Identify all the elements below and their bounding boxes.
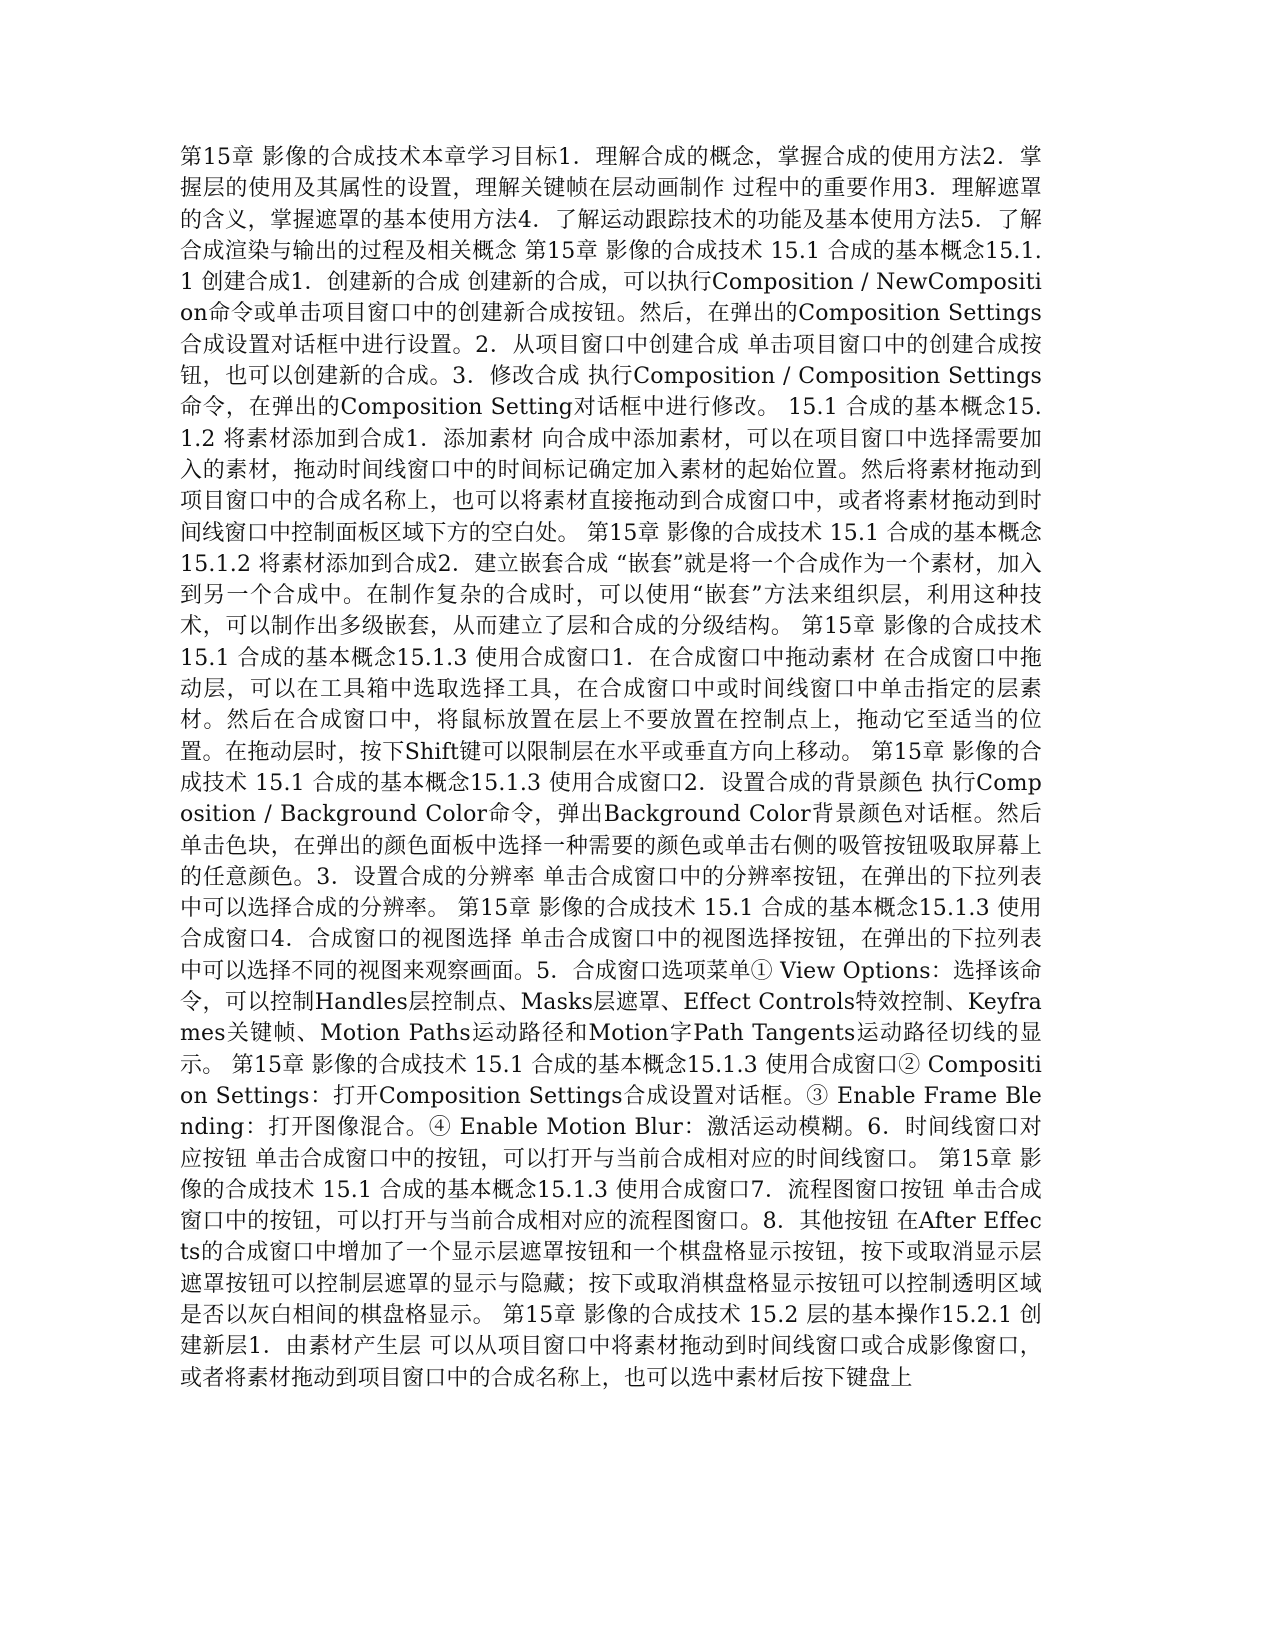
document-body-text: 第15章 影像的合成技术本章学习目标1．理解合成的概念，掌握合成的使用方法2．掌握层的使用及其属性的设置，理解关键帧在层动画制作 过程中的重要作用3．理解遮罩的含义，掌握遮罩的基本使用方法4．了解运动跟踪技术的功能及基本使用方法5．了解合成渲染与输出的过程及相关概念 第15章 影像的合成技术 15.1 合成的基本概念15.1.1 创建合成1．创建新的合成 创建新的合成，可以执行Composition / NewComposition命令或单击项目窗口中的创建新合成按钮。然后，在弹出的Composition Settings合成设置对话框中进行设置。2．从项目窗口中创建合成 单击项目窗口中的创建合成按钮，也可以创建新的合成。3．修改合成 执行Composition / Composition Settings命令，在弹出的Composition Setting对话框中进行修改。 15.1 合成的基本概念15.1.2 将素材添加到合成1．添加素材 向合成中添加素材，可以在项目窗口中选择需要加入的素材，拖动时间线窗口中的时间标记确定加入素材的起始位置。然后将素材拖动到项目窗口中的合成名称上，也可以将素材直接拖动到合成窗口中，或者将素材拖动到时间线窗口中控制面板区域下方的空白处。 第15章 影像的合成技术 15.1 合成的基本概念15.1.2 将素材添加到合成2．建立嵌套合成 “嵌套”就是将一个合成作为一个素材，加入到另一个合成中。在制作复杂的合成时，可以使用“嵌套”方法来组织层，利用这种技术，可以制作出多级嵌套，从而建立了层和合成的分级结构。 第15章 影像的合成技术 15.1 合成的基本概念15.1.3 使用合成窗口1．在合成窗口中拖动素材 在合成窗口中拖动层，可以在工具箱中选取选择工具，在合成窗口中或时间线窗口中单击指定的层素材。然后在合成窗口中，将鼠标放置在层上不要放置在控制点上，拖动它至适当的位置。在拖动层时，按下Shift键可以限制层在水平或垂直方向上移动。 第15章 影像的合成技术 15.1 合成的基本概念15.1.3 使用合成窗口2．设置合成的背景颜色 执行Composition / Background Color命令，弹出Background Color背景颜色对话框。然后单击色块，在弹出的颜色面板中选择一种需要的颜色或单击右侧的吸管按钮吸取屏幕上的任意颜色。3．设置合成的分辨率 单击合成窗口中的分辨率按钮，在弹出的下拉列表中可以选择合成的分辨率。 第15章 影像的合成技术 15.1 合成的基本概念15.1.3 使用合成窗口4．合成窗口的视图选择 单击合成窗口中的视图选择按钮，在弹出的下拉列表中可以选择不同的视图来观察画面。5．合成窗口选项菜单① View Options：选择该命令，可以控制Handles层控制点、Masks层遮罩、Effect Controls特效控制、Keyframes关键帧、Motion Paths运动路径和Motion字Path Tangents运动路径切线的显示。 第15章 影像的合成技术 15.1 合成的基本概念15.1.3 使用合成窗口② Composition Settings：打开Composition Settings合成设置对话框。③ Enable Frame Blending：打开图像混合。④ Enable Motion Blur：激活运动模糊。6．时间线窗口对应按钮 单击合成窗口中的按钮，可以打开与当前合成相对应的时间线窗口。 第15章 影像的合成技术 15.1 合成的基本概念15.1.3 使用合成窗口7．流程图窗口按钮 单击合成窗口中的按钮，可以打开与当前合成相对应的流程图窗口。8．其他按钮 在After Effects的合成窗口中增加了一个显示层遮罩按钮和一个棋盘格显示按钮，按下或取消显示层遮罩按钮可以控制层遮罩的显示与隐藏；按下或取消棋盘格显示按钮可以控制透明区域是否以灰白相间的棋盘格显示。 第15章 影像的合成技术 15.2 层的基本操作15.2.1 创建新层1．由素材产生层 可以从项目窗口中将素材拖动到时间线窗口或合成影像窗口，或者将素材拖动到项目窗口中的合成名称上，也可以选中素材后按下键盘上 <box>180 145 1042 1391</box>
document-page <box>180 142 1042 1472</box>
